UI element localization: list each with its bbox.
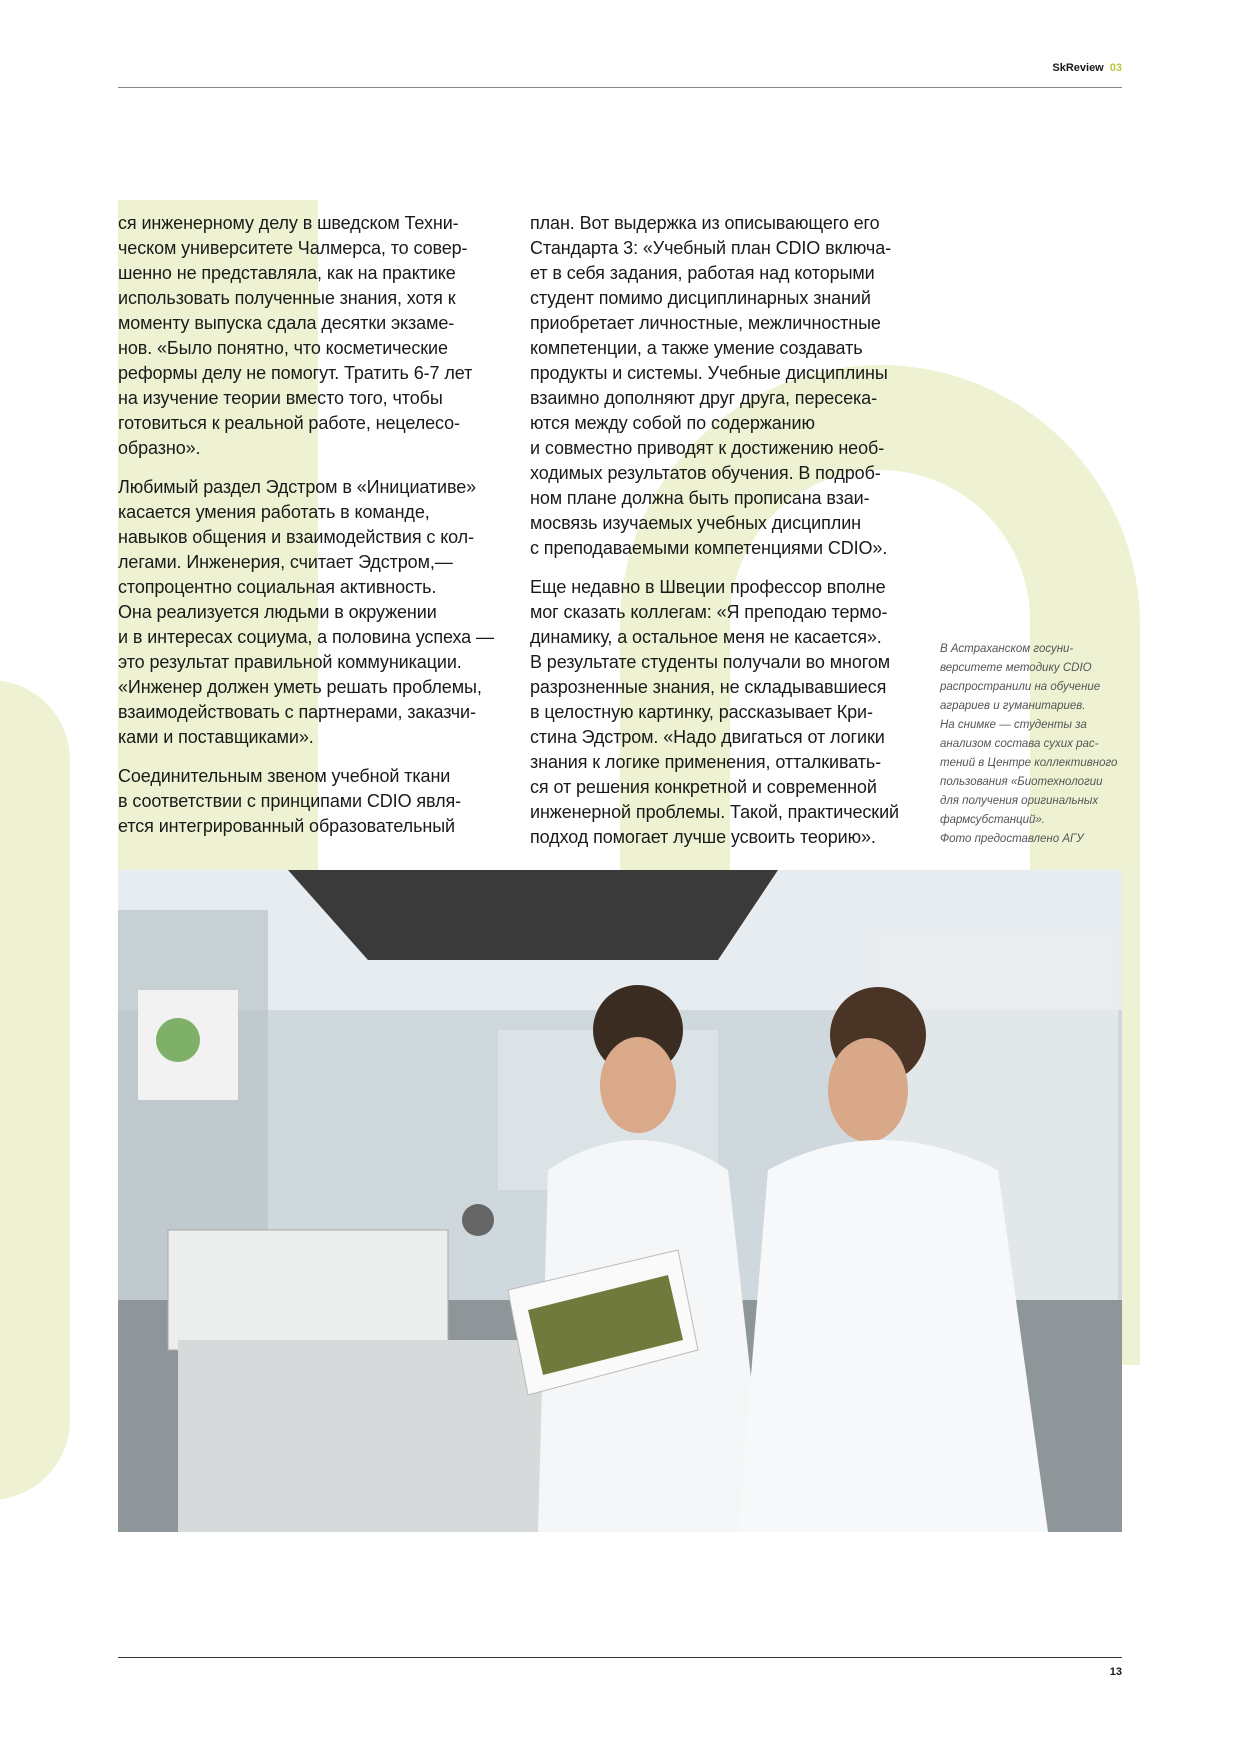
lab-photo-illustration (118, 870, 1122, 1532)
running-header (1052, 62, 1122, 74)
paragraph: ся инженерному делу в шведском Техни- ческом университете Чалмерса, то совер- шенно не представляла, как на практике использовать полученные знания, хотя к моменту выпуска сдала десятки экзаме- нов. «Было понятно, что косметические реформы делу не помогут. Тратить 6-7 лет на изучение теории вместо того, чтобы готовиться к реальной работе, нецелесо- образно». (118, 213, 473, 458)
paragraph: Еще недавно в Швеции профессор вполне мог сказать коллегам: «Я преподаю термо- динамику, а остальное меня не касается». В результате студенты получали во многом разрозненные знания, не складывавшиеся в целостную картинку, рассказывает Кри- стина Эдстром. «Надо двигаться от логики знания к логике применения, отталкивать- ся от решения конкретной и современной инженерной проблемы. Такой, практический подход помогает лучше усвоить теорию». (530, 577, 899, 847)
text-column-left (118, 211, 508, 853)
paragraph: Соединительным звеном учебной ткани в соответствии с принципами CDIO явля- ется интегрированный образовательный (118, 766, 462, 836)
header-rule (118, 87, 1122, 88)
text-column-middle (530, 211, 920, 864)
page-number: 13 (1109, 1666, 1122, 1678)
footer-rule (118, 1657, 1122, 1658)
section-number: 03 (1109, 62, 1122, 74)
photo-caption: В Астраханском госуни- верситете методику CDIO распространили на обучение аграриев и гуманитариев. На снимке — студенты за анализом состава сухих рас- тений в Центре коллективного пользования «Биотехнологии для получения оригинальных фармсубстанций». Фото предоставлено АГУ (940, 643, 1118, 845)
publication-name: SkReview (1052, 62, 1104, 74)
lab-photo (118, 870, 1122, 1532)
paragraph: Любимый раздел Эдстром в «Инициативе» касается умения работать в команде, навыков общения и взаимодействия с кол- легами. Инженерия, считает Эдстром,— стопроцентно социальная активность. Она реализуется людьми в окружении и в интересах социума, а половина успеха — это результат правильной коммуникации. «Инженер должен уметь решать проблемы, взаимодействовать с партнерами, заказчи- ками и поставщиками». (118, 477, 494, 747)
decorative-shape-left (0, 680, 70, 1500)
paragraph: план. Вот выдержка из описывающего его Стандарта 3: «Учебный план CDIO включа- ет в себя задания, работая над которыми студент помимо дисциплинарных знаний приобретает личностные, межличностные компетенции, а также умение создавать продукты и системы. Учебные дисциплины взаимно дополняют друг друга, пересека- ются между собой по содержанию и совместно приводят к достижению необ- ходимых результатов обучения. В подроб- ном плане должна быть прописана взаи- мосвязь изучаемых учебных дисциплин с преподаваемыми компетенциями CDIO». (530, 213, 891, 558)
